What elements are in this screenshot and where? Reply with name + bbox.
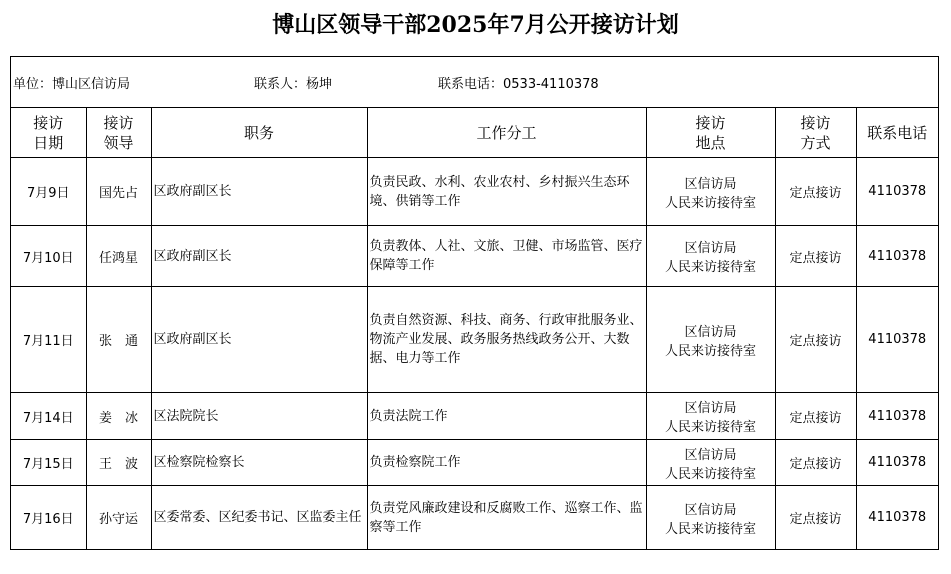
schedule-table	[11, 108, 938, 550]
cell-duty: 负责自然资源、科技、商务、行政审批服务业、物流产业发展、政务服务热线政务公开、大数据、电力等工作	[367, 287, 646, 393]
table-row	[11, 226, 938, 287]
cell-leader: 任鸿星	[86, 226, 151, 287]
cell-tel: 4110378	[856, 393, 938, 440]
cell-place: 区信访局 人民来访接待室	[646, 393, 775, 440]
cell-post: 区法院院长	[151, 393, 367, 440]
phone-label: 联系电话：0533-4110378	[438, 77, 599, 92]
cell-leader: 孙守运	[86, 486, 151, 550]
cell-place: 区信访局 人民来访接待室	[646, 287, 775, 393]
header-leader: 接访 领导	[86, 108, 151, 158]
cell-date: 7月15日	[11, 440, 86, 486]
cell-date: 7月11日	[11, 287, 86, 393]
page-title: 博山区领导干部2025年7月公开接访计划	[272, 12, 679, 38]
table-row	[11, 486, 938, 550]
header-tel: 联系电话	[856, 108, 938, 158]
unit-label: 单位：博山区信访局	[13, 77, 131, 92]
cell-duty: 负责检察院工作	[367, 440, 646, 486]
cell-post: 区政府副区长	[151, 158, 367, 226]
table-row	[11, 440, 938, 486]
header-place: 接访 地点	[646, 108, 775, 158]
cell-place: 区信访局 人民来访接待室	[646, 158, 775, 226]
cell-method: 定点接访	[775, 486, 856, 550]
cell-post: 区检察院检察长	[151, 440, 367, 486]
cell-duty: 负责民政、水利、农业农村、乡村振兴生态环境、供销等工作	[367, 158, 646, 226]
table-row	[11, 158, 938, 226]
cell-tel: 4110378	[856, 158, 938, 226]
cell-post: 区委常委、区纪委书记、区监委主任	[151, 486, 367, 550]
header-post: 职务	[151, 108, 367, 158]
cell-post: 区政府副区长	[151, 226, 367, 287]
cell-duty: 负责教体、人社、文旅、卫健、市场监管、医疗保障等工作	[367, 226, 646, 287]
info-bar	[11, 57, 938, 108]
header-duty: 工作分工	[367, 108, 646, 158]
cell-tel: 4110378	[856, 287, 938, 393]
cell-method: 定点接访	[775, 158, 856, 226]
cell-tel: 4110378	[856, 440, 938, 486]
cell-duty: 负责党风廉政建设和反腐败工作、巡察工作、监察等工作	[367, 486, 646, 550]
cell-leader: 王 波	[86, 440, 151, 486]
cell-tel: 4110378	[856, 486, 938, 550]
contact-label: 联系人：杨坤	[254, 77, 333, 92]
table-row	[11, 393, 938, 440]
cell-post: 区政府副区长	[151, 287, 367, 393]
cell-place: 区信访局 人民来访接待室	[646, 486, 775, 550]
cell-method: 定点接访	[775, 226, 856, 287]
cell-place: 区信访局 人民来访接待室	[646, 226, 775, 287]
cell-date: 7月14日	[11, 393, 86, 440]
cell-leader: 张 通	[86, 287, 151, 393]
cell-tel: 4110378	[856, 226, 938, 287]
table-header-row	[11, 108, 938, 158]
header-method: 接访 方式	[775, 108, 856, 158]
cell-date: 7月16日	[11, 486, 86, 550]
header-date: 接访 日期	[11, 108, 86, 158]
cell-date: 7月9日	[11, 158, 86, 226]
cell-leader: 国先占	[86, 158, 151, 226]
cell-method: 定点接访	[775, 287, 856, 393]
cell-method: 定点接访	[775, 393, 856, 440]
cell-method: 定点接访	[775, 440, 856, 486]
cell-leader: 姜 冰	[86, 393, 151, 440]
schedule-frame	[10, 56, 939, 550]
cell-place: 区信访局 人民来访接待室	[646, 440, 775, 486]
cell-date: 7月10日	[11, 226, 86, 287]
table-row	[11, 287, 938, 393]
cell-duty: 负责法院工作	[367, 393, 646, 440]
